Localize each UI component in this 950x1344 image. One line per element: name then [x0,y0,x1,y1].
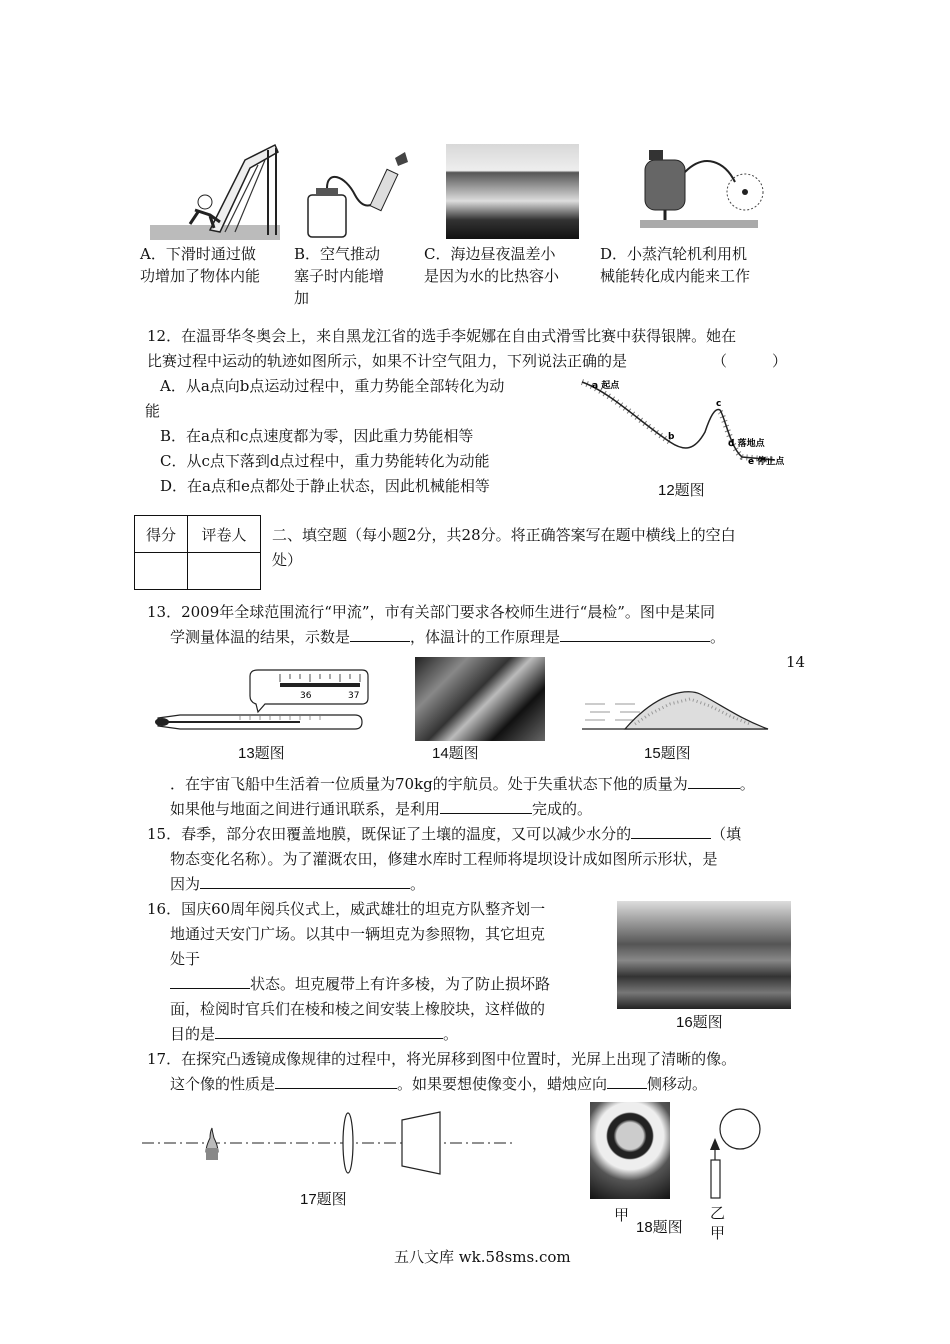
q17-line2: 这个像的性质是 。如果要想使像变小，蜡烛应向 侧移动。 [170,1075,708,1093]
boy-photo [590,1102,670,1199]
q13-line2: 学测量体温的结果，示数是 ，体温计的工作原理是 。 [170,628,726,646]
stick-shape-icon [711,1160,720,1198]
q14-line1: ．在宇宙飞船中生活着一位质量为70kg的宇航员。处于失重状态下他的质量为 。 [170,775,755,793]
grader-cell [188,553,261,590]
steam-turbine-figure [635,142,770,238]
tick-36: 36 [300,691,312,701]
q16-line5: 面，检阅时官兵们在棱和棱之间安装上橡胶块，这样做的 [170,1000,546,1018]
q11-option-c: C．海边昼夜温差小 是因为水的比热容小 [424,245,560,285]
ski-label-d: d 落地点 [728,439,765,449]
q13-line1: 13．2009年全球范围流行“甲流”，市有关部门要求各校师生进行“晨检”。图中是某同 [147,603,715,621]
q12-option-b: B．在a点和c点速度都为零，因此重力势能相等 [160,427,474,445]
q17-fig-caption: 17题图 [300,1191,347,1208]
score-cell [135,553,188,590]
q17-line1: 17．在探究凸透镜成像规律的过程中，将光屏移到图中位置时，光屏上出现了清晰的像。 [147,1050,737,1068]
q12-answer-paren: （ ） [712,352,788,370]
ski-trajectory-figure [570,372,800,472]
score-table [134,515,261,590]
lens-experiment-figure [140,1110,515,1180]
q14-blank-mass [688,774,740,789]
q13-blank-principle [560,627,710,642]
beach-photo [446,144,579,239]
q13-fig-caption: 13题图 [238,745,285,762]
fig14-caption: 14题图 [432,745,479,762]
ski-label-e: e 停止点 [748,457,785,467]
q16-line6: 目的是 。 [170,1025,459,1043]
q16-blank-state [170,974,250,989]
ski-label-b: b [668,432,675,442]
q12-option-c: C．从c点下落到d点过程中，重力势能转化为动能 [160,452,490,470]
q16-line4: 状态。坦克履带上有许多棱，为了防止损坏路 [170,974,550,994]
page-footer: 五八文库 wk.58sms.com [394,1248,571,1266]
fig15-caption: 15题图 [644,745,691,762]
section2-title-line2: 处） [272,551,303,569]
q16-line2: 地通过天安门广场。以其中一辆坦克为参照物，其它坦克 [170,925,546,943]
q12-fig-caption: 12题图 [658,482,705,499]
light-screen-icon [402,1112,440,1174]
q15-line2: 物态变化名称）。为了灌溉农田，修建水库时工程师将堤坝设计成如图所示形状，是 [170,850,718,868]
q14-number: 14 [786,653,806,671]
fig18-caption: 18题图 [636,1219,683,1236]
grader-header: 评卷人 [188,516,261,553]
q16-line1: 16．国庆60周年阅兵仪式上，威武雄壮的坦克方队整齐划一 [147,900,546,918]
tick-37: 37 [348,691,360,701]
circle-shape-icon [720,1109,760,1149]
fig18-label-jia2: 甲 [710,1225,726,1242]
q16-line3: 处于 [170,950,201,968]
q15-line3: 因为 。 [170,875,426,893]
fig18-label-jia: 甲 [614,1207,630,1224]
convex-lens-icon [343,1113,353,1173]
thermometer-figure [150,660,375,735]
q12-stem-line2: 比赛过程中运动的轨迹如图所示，如果不计空气阻力，下列说法正确的是 [147,352,628,370]
section2-title-line1: 二、填空题（每小题2分，共28分。将正确答案写在题中横线上的空白 [272,526,736,544]
ski-label-c: c [716,399,722,409]
q15-blank-reason [200,874,410,889]
ski-label-a: a 起点 [592,381,620,391]
q12-option-d: D．在a点和e点都处于静止状态，因此机械能相等 [160,477,490,495]
q14-blank-medium [440,799,532,814]
q14-line2: 如果他与地面之间进行通讯联系，是利用 完成的。 [170,800,593,818]
q12-option-a-cont: 能 [145,402,161,420]
fig18-diagram [700,1108,765,1203]
q11-option-a: A．下滑时通过做 功增加了物体内能 [140,245,261,285]
fig18-label-yi: 乙 [710,1205,726,1222]
dam-figure [580,684,770,734]
q12-stem-line1: 12．在温哥华冬奥会上，来自黑龙江省的选手李妮娜在自由式滑雪比赛中获得银牌。她在 [147,327,737,345]
q15-blank-change [631,824,711,839]
q15-line1: 15．春季，部分农田覆盖地膜，既保证了土壤的温度，又可以减少水分的 （填 [147,825,742,843]
slide-figure [150,140,280,240]
q11-option-b: B．空气推动 塞子时内能增 加 [294,245,385,307]
q17-blank-direction [607,1074,647,1089]
astronaut-photo [415,657,545,741]
q12-option-a: A．从a点向b点运动过程中，重力势能全部转化为动 [160,377,505,395]
score-header: 得分 [135,516,188,553]
q13-blank-reading [350,627,410,642]
q16-blank-purpose [215,1024,443,1039]
bottle-figure [300,150,415,240]
q17-blank-nature [275,1074,397,1089]
q11-option-d: D．小蒸汽轮机利用机 械能转化成内能来工作 [600,245,751,285]
tank-parade-photo [617,901,791,1009]
q16-fig-caption: 16题图 [676,1014,723,1031]
